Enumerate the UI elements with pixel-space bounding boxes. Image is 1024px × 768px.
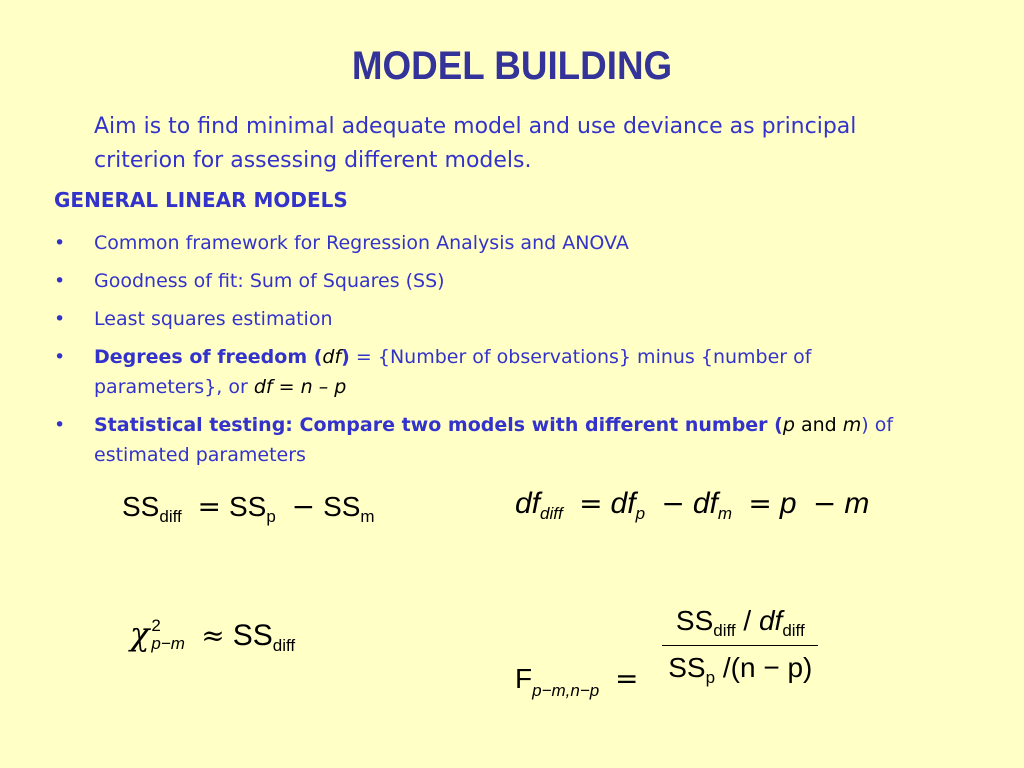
- chi-symbol: χ: [130, 615, 150, 653]
- bullet-icon: •: [54, 308, 66, 330]
- minus-sign: −: [812, 487, 837, 520]
- bullet-icon: •: [54, 232, 66, 254]
- bullet-item: [54, 304, 954, 334]
- df-lhs: df: [515, 487, 541, 520]
- minus-sign: −: [661, 487, 685, 520]
- bullet-text: Goodness of fit: Sum of Squares (SS): [94, 270, 445, 292]
- formula-eq: =: [272, 376, 301, 398]
- slide-title: MODEL BUILDING: [351, 44, 673, 88]
- bullet-rest: ) of estimated parameters: [94, 414, 894, 466]
- chi-sub: p−m: [151, 634, 185, 654]
- and-word: and: [794, 414, 843, 436]
- equals-sign: =: [197, 490, 221, 523]
- df-symbol: df: [322, 346, 342, 368]
- ss-equation: [122, 490, 375, 527]
- equals-sign: =: [579, 487, 603, 520]
- f-fraction: [662, 605, 818, 688]
- chi-rhs: SS: [232, 619, 273, 652]
- chi-equation: [130, 615, 295, 656]
- bullet-icon: •: [54, 346, 66, 368]
- bullet-item: [54, 228, 954, 258]
- bullet-close: ): [341, 346, 350, 368]
- bullet-text: [94, 410, 944, 470]
- ss-b: SS: [323, 491, 361, 522]
- p-symbol: p: [782, 414, 795, 436]
- bullet-icon: •: [54, 270, 66, 292]
- section-heading: GENERAL LINEAR MODELS: [54, 188, 348, 212]
- aim-text: Aim is to find minimal adequate model and use deviance as principal criterion for assessing different models.: [94, 114, 857, 173]
- m-symbol: m: [842, 414, 862, 436]
- df-b-sub: m: [717, 504, 733, 523]
- bullet-text: [94, 342, 944, 402]
- bullet-bold: Statistical testing: Compare two models with different number (: [94, 414, 783, 436]
- formula-minus: –: [312, 376, 335, 398]
- df-a: df: [610, 487, 636, 520]
- df-equation: [515, 487, 869, 524]
- chi-sup: 2: [151, 616, 161, 636]
- f-numerator: $SS_{diff} / df_{diff}$: [662, 605, 818, 646]
- df-b: df: [692, 487, 718, 520]
- ss-b-sub: m: [360, 507, 375, 526]
- df-lhs-sub: diff: [540, 504, 563, 523]
- bullet-bold: Degrees of freedom (: [94, 346, 323, 368]
- formula-n: n: [300, 376, 313, 398]
- approx-sign: ≈: [201, 619, 225, 652]
- ss-a: SS: [228, 491, 267, 522]
- bullet-icon: •: [54, 414, 66, 436]
- f-equation: [515, 605, 818, 700]
- bullet-item: [54, 410, 954, 470]
- df-c: p: [779, 487, 797, 520]
- formula-p: p: [334, 376, 347, 398]
- formula-df: df: [253, 376, 273, 398]
- ss-lhs-sub: diff: [159, 507, 182, 526]
- f-denominator: $SS_p$ /(n − p): [668, 652, 813, 687]
- equals-sign: =: [748, 487, 772, 520]
- bullet-item: [54, 266, 954, 296]
- f-lhs: F: [515, 662, 533, 694]
- ss-a-sub: p: [266, 507, 276, 526]
- equals-sign: =: [615, 661, 639, 695]
- df-d: m: [844, 487, 870, 520]
- bullet-rest: = {Number of observations} minus {number of parameters}, or: [94, 346, 812, 398]
- df-a-sub: p: [635, 504, 646, 523]
- f-lhs-sub: p−m,n−p: [532, 680, 600, 700]
- chi-rhs-sub: diff: [272, 636, 296, 655]
- bullet-text: Least squares estimation: [94, 308, 333, 330]
- bullet-text: Common framework for Regression Analysis and ANOVA: [94, 232, 629, 254]
- bullet-list: [54, 228, 954, 470]
- bullet-item: [54, 342, 954, 402]
- ss-lhs: SS: [122, 491, 160, 522]
- minus-sign: −: [291, 490, 316, 523]
